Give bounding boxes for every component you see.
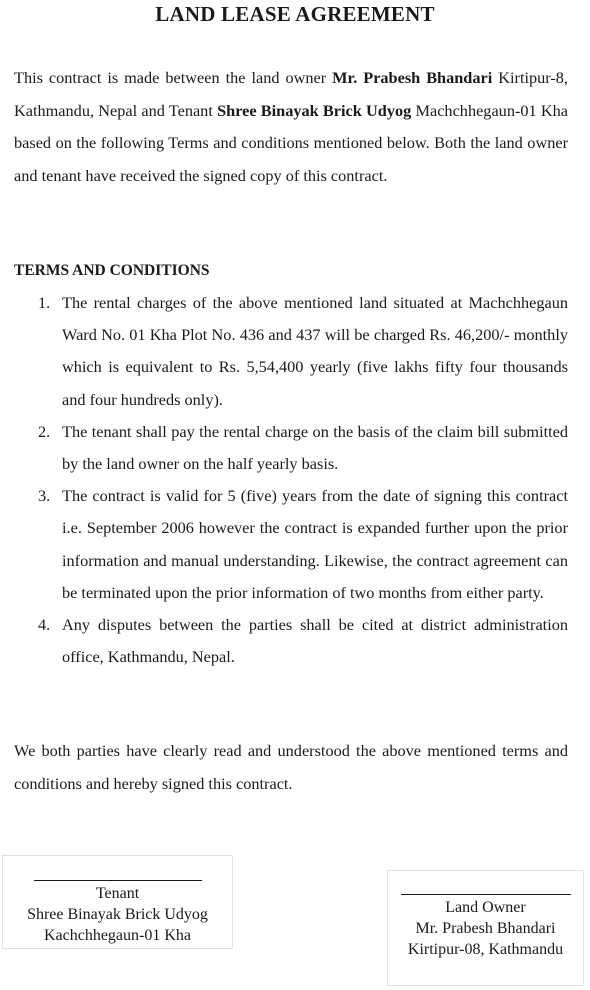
term-item [38,287,568,416]
term-text: The contract is valid for 5 (five) years from the date of signing this contract i.e. September 2006 however the contract is expanded further upon the prior information and manual understanding. Likewise, the contract agreement can be terminated upon the prior information of two months from either party. [62,486,568,602]
tenant-name: Shree Binayak Brick Udyog [217,100,412,120]
intro-text-2: Kirtipur-8, Kathmandu, Nepal and Tenant [14,68,568,120]
term-number: 4. [38,615,51,635]
owner-signature-line [401,894,571,895]
owner-signature-name: Mr. Prabesh Bhandari [415,920,556,937]
document-title: LAND LEASE AGREEMENT [155,2,435,26]
tenant-role: Tenant [95,885,140,902]
term-item [38,609,568,673]
term-number: 2. [38,421,51,441]
term-item [38,416,568,480]
owner-role: Land Owner [445,899,526,916]
owner-name: Mr. Prabesh Bhandari [332,68,493,87]
intro-text-1: This contract is made between the land owner [14,68,333,87]
terms-heading: TERMS AND CONDITIONS [14,262,210,279]
tenant-signature-name: Shree Binayak Brick Udyog [27,906,208,923]
terms-list [38,287,568,673]
tenant-signature-line [34,880,202,881]
term-text: The tenant shall pay the rental charge on the basis of the claim bill submitted by the land owner on the half yearly basis. [62,421,568,474]
tenant-signature-block [2,855,233,949]
owner-address: Kirtipur-08, Kathmandu [407,941,564,958]
term-item [38,480,568,609]
term-number: 3. [38,486,51,506]
term-number: 1. [38,293,51,312]
closing-paragraph: We both parties have clearly read and understood the above mentioned terms and conditions and hereby signed this contract. [14,741,568,793]
term-text: The rental charges of the above mentioned land situated at Machchhegaun Ward No. 01 Kha Plot No. 436 and 437 will be charged Rs. 46,200/- monthly which is equivalent to Rs. 5,54,400 yearly (five lakhs fifty four thousands and four hundreds only). [62,293,568,409]
intro-text-3: Machchhegaun-01 Kha based on the following Terms and conditions mentioned below. Both the land owner and tenant have received the signed copy of this contract. [14,100,569,185]
term-text: Any disputes between the parties shall be cited at district administration office, Kathmandu, Nepal. [62,615,568,667]
owner-signature-block [387,870,584,986]
tenant-address: Kachchhegaun-01 Kha [43,927,192,944]
intro-paragraph [14,62,568,192]
